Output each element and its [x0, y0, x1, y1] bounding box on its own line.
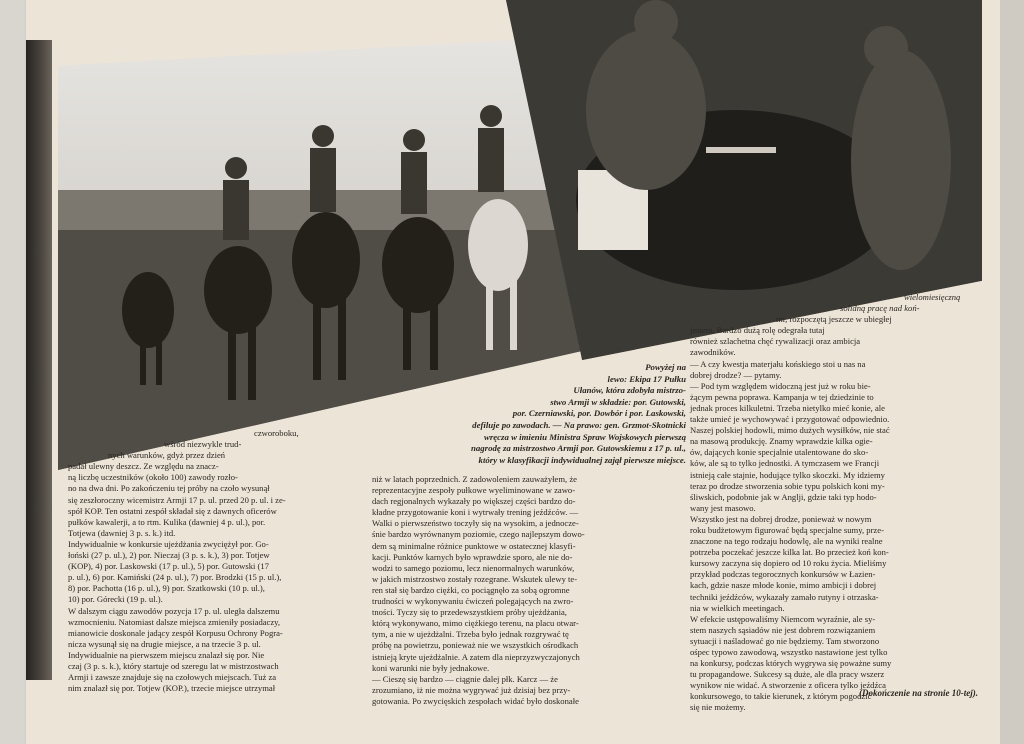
text-line: nych warunków, gdyż przez dzień	[108, 450, 226, 461]
text-line: Indywidualnie w konkursie ujeżdżania zwyciężył por. Go-	[68, 538, 269, 549]
text-line: również szlachetna chęć rywalizacji oraz ambicja	[690, 336, 861, 347]
text-line: Totjewa (dawniej 3 p. s. k.) itd.	[68, 527, 176, 538]
text-line: ren stał się bardzo ciężki, co pociągnęło za sobą ogromne	[372, 584, 570, 595]
text-line: jednak proces kilkuletni. Trzeba nietylko mieć konie, ale	[690, 402, 885, 413]
article-column-1	[68, 428, 364, 694]
text-line: którą wykonywano, mimo ciężkiego terenu, na placu otwar-	[372, 618, 579, 629]
text-line: na konkursy, podczas których wygrywa się poważne sumy	[690, 658, 892, 669]
text-line: techniki jeźdźców, wykazały zamało rutyny i otrzaska-	[690, 591, 879, 602]
text-line: Indywidualnie na pierwszem miejscu znalazł się por. Nie	[68, 649, 265, 660]
text-line: łoński (27 p. ul.), 2) por. Nieczaj (3 p. s. k.), 3) por. Totjew	[68, 550, 270, 561]
text-line: W efekcie ustępowaliśmy Niemcom wyraźnie, ale sy-	[690, 613, 876, 624]
text-line: nicza wysunął się na drugie miejsce, a na trzecie 3 p. ul.	[68, 638, 261, 649]
text-line: wielomiesięczną	[904, 292, 961, 302]
caption-line: stwo Armji w składzie: por. Gutowski,	[550, 396, 686, 407]
caption-line: który w klasyfikacji indywidualnej zajął pierwsze miejsce.	[478, 454, 686, 465]
text-line: tu propagandowe. Sukcesy są duże, ale dla pracy wszerz	[690, 669, 885, 680]
text-line: wodzi to samego poziomu, lecz nienormalnych warunków,	[372, 562, 575, 573]
text-line: — Cieszę się bardzo — ciągnie dalej płk. Karcz — że	[372, 673, 558, 684]
text-line: p. ul.), 6) por. Kamiński (24 p. ul.), 7) por. Brodzki (15 p. ul.),	[68, 572, 282, 583]
text-line: — Pod tym względem widoczną jest już w roku bie-	[690, 380, 871, 391]
text-line: wynikow nie widać. A stworzenie z oficera tylko jeźdźca	[690, 680, 886, 691]
text-line: teraz po drodze stworzenia sobie typu polskich koni my-	[690, 480, 885, 491]
text-line: (KOP), 4) por. Laskowski (17 p. ul.), 5) por. Gutowski (17	[68, 561, 269, 572]
text-line: Wszystko jest na dobrej drodze, ponieważ w nowym	[690, 513, 872, 524]
text-line: pułków kawalerji, a to rtm. Kulika (dawniej 4 p. ul.), por.	[68, 516, 266, 527]
text-line: dem są minimalne różnice punktowe w ostatecznej klasyfi-	[372, 540, 576, 551]
text-line: istnieją kryte ujeżdżalnie. A zatem dla nieprzyzwyczajonych	[372, 651, 580, 662]
text-line: w jakich mistrzostwo zostały rozegrane. Wskutek ulewy te-	[372, 573, 578, 584]
text-line: się zeszłoroczny wicemistrz Armji 17 p. ul. przed 20 p. ul. i ze-	[68, 494, 286, 505]
text-line: niż w latach poprzednich. Z zadowoleniem zauważyłem, że	[372, 474, 577, 484]
text-line: śliwskich, podobnie jak w Anglji, gdzie taki typ hodo-	[690, 491, 877, 502]
caption-line: Powyżej na	[645, 362, 686, 372]
text-line: istnieją całe stajnie, hodujące tylko skoczki. My idziemy	[690, 469, 885, 480]
caption-line: nagrodę za mistrzostwo Armji por. Gutowskiemu z 17 p. ul.,	[470, 443, 686, 454]
text-line: koni warunki nie były jednakowe.	[372, 662, 490, 673]
caption-line: wręcza w imieniu Ministra Spraw Wojskowych pierwszą	[483, 431, 686, 442]
text-line: ośpec typowo zawodową, wszystko nastawione jest tylko	[690, 647, 888, 657]
text-line: także umieć je wychowywać i przygotować odpowiednio.	[690, 414, 890, 425]
text-line: mi, rozpoczętą jeszcze w ubiegłej	[776, 314, 892, 325]
text-line: czworoboku,	[254, 428, 299, 438]
text-line: Walki o pierwszeństwo toczyły się na wysokim, a jednocze-	[372, 518, 579, 529]
text-line: reprezentacyjne zespoły pułkowe wyeliminowane w zawo-	[372, 485, 576, 496]
text-line: próbę na powietrzu, ponieważ nie we wszystkich ośrodkach	[372, 640, 579, 651]
text-line: mianowicie doskonale jadący zespół Korpusu Ochrony Pogra-	[68, 627, 283, 638]
text-line: spół KOP. Ten ostatni zespół składał się z dawnych oficerów	[68, 505, 277, 516]
text-line: potrzeba poczekać jeszcze kilka lat. Bo przecież koń kon-	[690, 547, 889, 558]
text-line: czaj (3 p. s. k.), który startuje od szeregu lat w mistrzostwach	[68, 660, 279, 671]
binding-spine	[26, 40, 52, 680]
text-line: wany jest masowo.	[690, 502, 756, 513]
text-line: Naszej polskiej hodowli, mimo dużych wysiłków, nie stać	[690, 425, 890, 436]
article-column-2	[372, 474, 678, 707]
text-line: 8) por. Pachotta (16 p. ul.), 9) por. Szatkowski (10 p. ul.),	[68, 583, 265, 594]
text-line: kacji. Punktów karnych było wprawdzie sporo, ale nie do-	[372, 551, 573, 562]
caption-line: Ułanów, która zdobyła mistrzo-	[573, 385, 686, 396]
caption-line: defiluje po zawodach. — Na prawo: gen. Grzmot-Skotnicki	[472, 419, 686, 430]
text-line: żącym pewna poprawa. Kampanja w tej dziedzinie to	[690, 391, 874, 402]
text-line: solidną pracę nad koń-	[840, 303, 920, 314]
text-line: się nie możemy.	[690, 702, 746, 713]
text-line: wśród niezwykle trud-	[164, 439, 242, 450]
text-line: ków, ale są to tylko jednostki. A tymczasem we Francji	[690, 458, 880, 469]
text-line: 10) por. Górecki (19 p. ul.).	[68, 594, 163, 605]
text-line: przykład podczas tegorocznych konkursów w Łazien-	[690, 569, 876, 580]
text-line: sytuacji i naśladować go nie będziemy. Tam stworzono	[690, 635, 880, 646]
text-line: kursowy zaczyna się dopiero od 10 roku życia. Mieliśmy	[690, 558, 887, 569]
article-column-3	[690, 292, 978, 714]
text-line: no na dwa dni. Po zakończeniu tej próby na czoło wysunął	[68, 483, 270, 494]
text-line: zrozumiano, iż nie można wygrywać już dzisiaj bez przy-	[372, 684, 571, 695]
text-line: stem naszych sąsiadów nie jest dobrem rozwiązaniem	[690, 624, 876, 635]
continuation-note: (Dokończenie na stronie 10-tej).	[859, 688, 978, 698]
text-line: tności. Tyczy się to przedewszystkiem próby ujeżdżania,	[372, 607, 567, 618]
text-line: Armji i zawsze znajduje się na czołowych miejscach. Tuż za	[68, 672, 277, 683]
text-line: nia w wielkich meetingach.	[690, 602, 785, 613]
text-line: trudności w wykonywaniu ćwiczeń polegających na zwro-	[372, 596, 574, 607]
text-line: jesieni. Bardzo dużą rolę odegrała tutaj	[690, 325, 825, 336]
text-line: ów, dających konie specjalnie utalentowane do sko-	[690, 447, 869, 458]
text-line: padał ulewny deszcz. Ze względu na znacz-	[68, 461, 219, 472]
text-line: konkursowego, to takie kierunek, z którym pogodzić	[690, 691, 872, 702]
text-line: śnie bardzo wyrównanym poziomie, czego najlepszym dowo-	[372, 529, 585, 540]
caption-line: por. Czerniawski, por. Dowbór i por. Laskowski,	[512, 408, 686, 419]
text-line: W dalszym ciągu zawodów pozycja 17 p. ul. uległa dalszemu	[68, 605, 280, 616]
page-edge	[1000, 0, 1024, 744]
text-line: zawodników.	[690, 347, 736, 358]
text-line: kach, gdzie nasze młode konie, mimo ambicji i dobrej	[690, 580, 877, 591]
text-line: dobrej drodze? — pytamy.	[690, 369, 782, 380]
text-line: ną liczbę uczestników (około 100) zawody rozło-	[68, 472, 238, 483]
text-line: na masową produkcję. Znamy wprawdzie kilka ogie-	[690, 436, 873, 447]
text-line: kładne przygotowanie koni i wytrwały trening jeźdźców. —	[372, 507, 579, 518]
text-line: dach regjonalnych wykazały po większej części bardzo do-	[372, 496, 576, 507]
text-line: — A czy kwestja materjału końskiego stoi u nas na	[690, 358, 866, 369]
text-line: roku budżetowym figurować będą specjalne sumy, prze-	[690, 524, 884, 535]
text-line: tym, a nie w ujeżdżalni. Trzeba było jednak rozgrywać tę	[372, 629, 569, 640]
text-line: znaczone na tego rodzaju hodowlę, ale na wyniki realne	[690, 536, 883, 547]
caption-line: lewo: Ekipa 17 Pułku	[607, 373, 686, 384]
text-line: wzmocnieniu. Natomiast dalsze miejsca zmieniły posiadaczy,	[68, 616, 281, 627]
text-line: gotowania. Po zwycięskich zespołach widać było doskonałe	[372, 695, 579, 706]
text-line: nim znalazł się por. Totjew (KOP.), trzecie miejsce utrzymał	[68, 683, 276, 694]
